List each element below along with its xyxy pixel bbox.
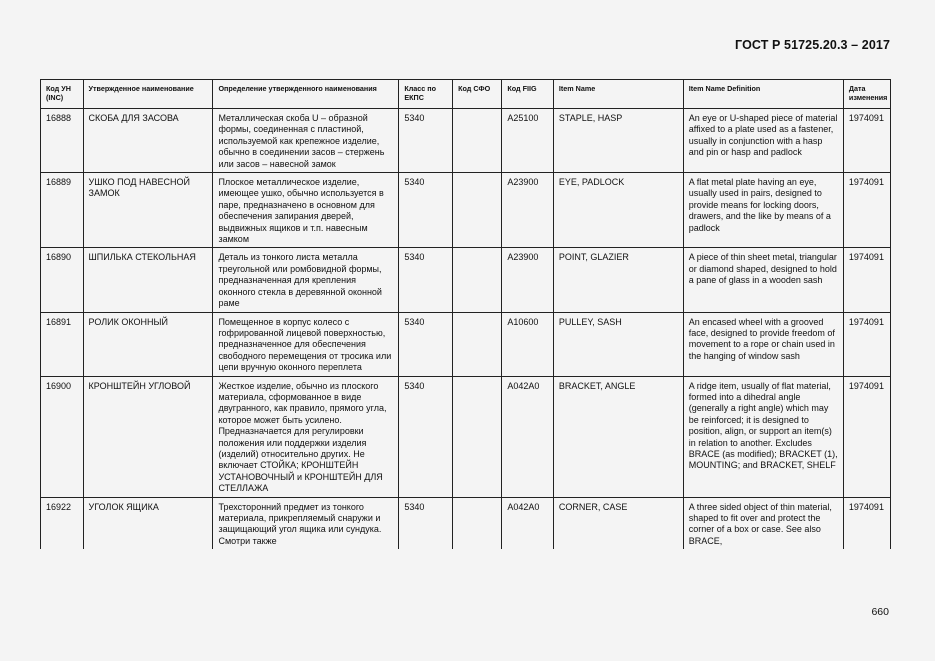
cell-fiig: A23900 bbox=[502, 173, 554, 248]
cell-sfo bbox=[453, 248, 502, 312]
cell-class: 5340 bbox=[399, 312, 453, 376]
cell-fiig: A10600 bbox=[502, 312, 554, 376]
page-number: 660 bbox=[871, 606, 889, 618]
cell-definition-en: A ridge item, usually of flat material, formed into a dihedral angle (generally a right angle) which may be reinforced; it is designed to position, align, or support an item(s) in relation to another. Excludes BRACE (as modified); BRACKET (1), MOUNTING; and BRACKET, SHELF bbox=[683, 376, 843, 497]
cell-date: 1974091 bbox=[843, 109, 890, 173]
cell-inc: 16922 bbox=[41, 497, 84, 549]
cell-inc: 16900 bbox=[41, 376, 84, 497]
cell-date: 1974091 bbox=[843, 497, 890, 549]
cell-inc: 16891 bbox=[41, 312, 84, 376]
cell-fiig: A23900 bbox=[502, 248, 554, 312]
cell-class: 5340 bbox=[399, 376, 453, 497]
cell-name-ru: УГОЛОК ЯЩИКА bbox=[83, 497, 213, 549]
cell-fiig: A042A0 bbox=[502, 497, 554, 549]
cell-definition-ru: Плоское металлическое изделие, имеющее ушко, обычно используется в паре, предназначено в основном для обеспечения запирания дверей, выдвижных ящиков и т.п. навесным замком bbox=[213, 173, 399, 248]
column-header-class: Класс по ЕКПС bbox=[399, 80, 453, 109]
document-standard-id: ГОСТ Р 51725.20.3 – 2017 bbox=[735, 38, 890, 52]
cell-definition-ru: Помещенное в корпус колесо с гофрированной лицевой поверхностью, предназначенное для обеспечения свободного перемещения от тросика или цепи вручную оконного переплета bbox=[213, 312, 399, 376]
cell-item-name: POINT, GLAZIER bbox=[553, 248, 683, 312]
column-header-definition-ru: Определение утвержденного наименования bbox=[213, 80, 399, 109]
cell-name-ru: УШКО ПОД НАВЕСНОЙ ЗАМОК bbox=[83, 173, 213, 248]
table-row bbox=[41, 248, 891, 312]
cell-name-ru: РОЛИК ОКОННЫЙ bbox=[83, 312, 213, 376]
column-header-inc: Код УН (INC) bbox=[41, 80, 84, 109]
column-header-date: Дата изменения bbox=[843, 80, 890, 109]
column-header-definition-en: Item Name Definition bbox=[683, 80, 843, 109]
cell-definition-en: A piece of thin sheet metal, triangular or diamond shaped, designed to hold a pane of glass in a wooden sash bbox=[683, 248, 843, 312]
cell-definition-en: An encased wheel with a grooved face, designed to provide freedom of movement to a rope or chain used in the hanging of window sash bbox=[683, 312, 843, 376]
cell-sfo bbox=[453, 376, 502, 497]
column-header-sfo: Код СФО bbox=[453, 80, 502, 109]
cell-fiig: A25100 bbox=[502, 109, 554, 173]
cell-sfo bbox=[453, 173, 502, 248]
cell-sfo bbox=[453, 312, 502, 376]
cell-definition-ru: Трехсторонний предмет из тонкого материала, прикрепляемый снаружи и защищающий угол ящика или сундука. Смотри также bbox=[213, 497, 399, 549]
cell-definition-en: An eye or U-shaped piece of material affixed to a plate used as a fastener, usually in conjunction with a hasp and pin or hasp and padlock bbox=[683, 109, 843, 173]
cell-inc: 16888 bbox=[41, 109, 84, 173]
cell-name-ru: ШПИЛЬКА СТЕКОЛЬНАЯ bbox=[83, 248, 213, 312]
cell-definition-ru: Деталь из тонкого листа металла треугольной или ромбовидной формы, предназначенная для крепления оконного стекла в деревянной оконной раме bbox=[213, 248, 399, 312]
cell-date: 1974091 bbox=[843, 376, 890, 497]
cell-fiig: A042A0 bbox=[502, 376, 554, 497]
cell-date: 1974091 bbox=[843, 248, 890, 312]
cell-definition-ru: Жесткое изделие, обычно из плоского материала, сформованное в виде двугранного, как правило, прямого угла, которое может быть усилено. Предназначается для регулировки положения или поддержки изделия (изделий) относительно других. Не включает СТОЙКА; КРОНШТЕЙН УСТАНОВОЧНЫЙ и КРОНШТЕЙН ДЛЯ СТЕЛЛАЖА bbox=[213, 376, 399, 497]
cell-class: 5340 bbox=[399, 173, 453, 248]
cell-date: 1974091 bbox=[843, 312, 890, 376]
cell-definition-ru: Металлическая скоба U – образной формы, соединенная с пластиной, используемой как крепежное изделие, обычно в соединении засов – стержень или засов – навесной замок bbox=[213, 109, 399, 173]
cell-item-name: BRACKET, ANGLE bbox=[553, 376, 683, 497]
cell-definition-en: A flat metal plate having an eye, usually used in pairs, designed to provide means for locking doors, drawers, and the like by means of a padlock bbox=[683, 173, 843, 248]
table-row bbox=[41, 376, 891, 497]
column-header-name-ru: Утвержденное наименование bbox=[83, 80, 213, 109]
cell-item-name: STAPLE, HASP bbox=[553, 109, 683, 173]
cell-sfo bbox=[453, 497, 502, 549]
cell-class: 5340 bbox=[399, 497, 453, 549]
table-row bbox=[41, 312, 891, 376]
cell-name-ru: КРОНШТЕЙН УГЛОВОЙ bbox=[83, 376, 213, 497]
cell-item-name: EYE, PADLOCK bbox=[553, 173, 683, 248]
column-header-item-name: Item Name bbox=[553, 80, 683, 109]
table-header-row bbox=[41, 80, 891, 109]
cell-name-ru: СКОБА ДЛЯ ЗАСОВА bbox=[83, 109, 213, 173]
cell-inc: 16889 bbox=[41, 173, 84, 248]
cell-class: 5340 bbox=[399, 248, 453, 312]
table-row bbox=[41, 173, 891, 248]
cell-sfo bbox=[453, 109, 502, 173]
table-row bbox=[41, 497, 891, 549]
cell-date: 1974091 bbox=[843, 173, 890, 248]
table-row bbox=[41, 109, 891, 173]
cell-item-name: CORNER, CASE bbox=[553, 497, 683, 549]
cell-item-name: PULLEY, SASH bbox=[553, 312, 683, 376]
cell-inc: 16890 bbox=[41, 248, 84, 312]
column-header-fiig: Код FIIG bbox=[502, 80, 554, 109]
cell-definition-en: A three sided object of thin material, shaped to fit over and protect the corner of a box or case. See also BRACE, bbox=[683, 497, 843, 549]
cell-class: 5340 bbox=[399, 109, 453, 173]
item-name-table bbox=[40, 79, 891, 549]
